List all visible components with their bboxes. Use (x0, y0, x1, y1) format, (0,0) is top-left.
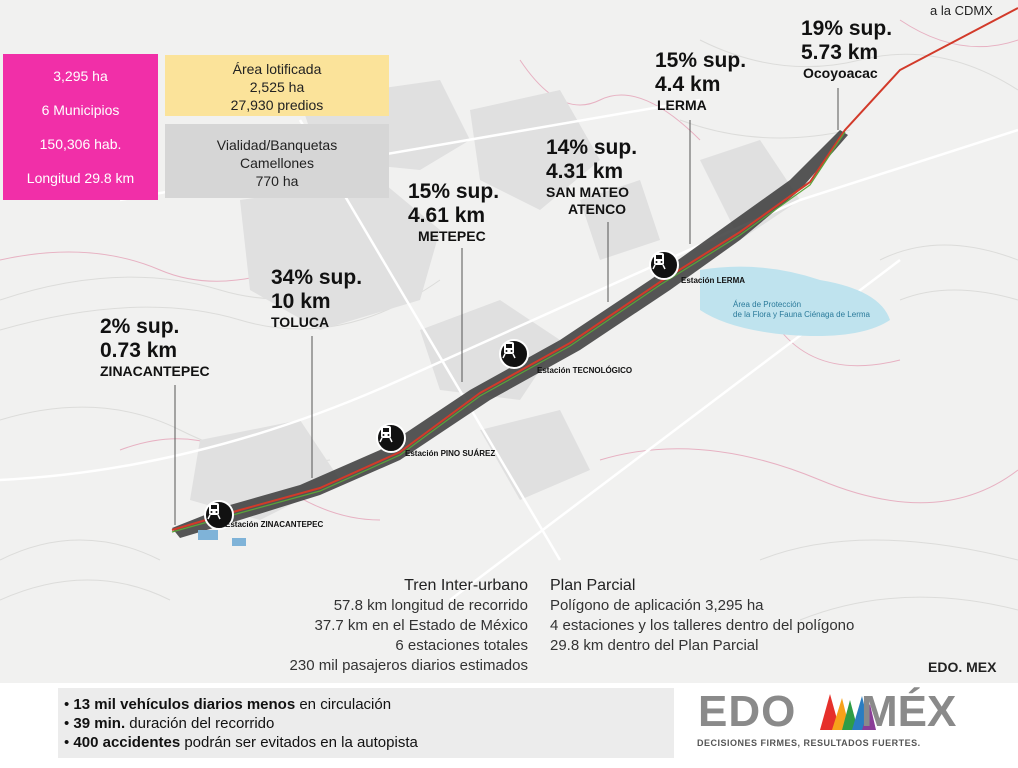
bullet-item: • 13 mil vehículos diarios menos en circulación (64, 696, 392, 713)
edo-mex-label: EDO. MEX (928, 659, 997, 675)
tren-line: 6 estaciones totales (395, 637, 528, 654)
logo-edo: EDO (698, 687, 797, 736)
station-label: Estación LERMA (681, 276, 746, 285)
segment-metepec (408, 180, 499, 245)
bullet-rest: duración del recorrido (125, 715, 275, 732)
summary-municipalities: 6 Municipios (41, 102, 120, 118)
vialidad-area: 770 ha (255, 173, 299, 189)
summary-population: 150,306 hab. (39, 136, 122, 152)
train-icon (206, 502, 222, 520)
segment-ocoyoacac (801, 17, 892, 82)
train-station-icon[interactable] (649, 250, 679, 280)
summary-area: 3,295 ha (53, 68, 108, 84)
logo-mex: MÉX (861, 687, 957, 736)
lotificada-predios: 27,930 predios (230, 97, 324, 113)
segment-name: Ocoyoacac (803, 65, 878, 81)
plan-line: 4 estaciones y los talleres dentro del polígono (550, 617, 855, 634)
bullet-bold: 13 mil vehículos diarios menos (73, 696, 296, 713)
segment-lerma (655, 49, 746, 114)
tren-line: 37.7 km en el Estado de México (314, 617, 528, 634)
segment-name: SAN MATEO (546, 184, 629, 200)
segment-km: 4.31 km (546, 160, 624, 183)
segment-pct: 19% sup. (801, 17, 893, 40)
segment-pct: 15% sup. (655, 49, 747, 72)
segment-pct: 2% sup. (100, 315, 180, 338)
train-station-icon[interactable] (376, 423, 406, 453)
cdmx-direction-label: a la CDMX (930, 3, 993, 18)
bullet-rest: podrán ser evitados en la autopista (180, 734, 418, 751)
segment-san-mateo (546, 136, 637, 218)
tren-info (260, 576, 528, 676)
segment-km: 10 km (271, 290, 331, 313)
train-icon (651, 252, 667, 270)
segment-name: TOLUCA (271, 314, 330, 330)
bullet-list (58, 688, 674, 758)
segment-pct: 34% sup. (271, 266, 363, 289)
station-label: Estación ZINACANTEPEC (225, 520, 324, 529)
bullet-item: • 400 accidentes podrán ser evitados en la autopista (64, 734, 418, 751)
train-icon (501, 341, 517, 359)
tren-line: 57.8 km longitud de recorrido (333, 597, 528, 614)
vialidad-line2: Camellones (240, 155, 314, 171)
summary-length: Longitud 29.8 km (26, 170, 135, 186)
segment-zinacantepec (100, 315, 210, 380)
segment-km: 4.61 km (408, 204, 486, 227)
train-station-icon[interactable] (499, 339, 529, 369)
segment-km: 0.73 km (100, 339, 178, 362)
tren-title: Tren Inter-urbano (404, 577, 528, 594)
segment-name: LERMA (657, 97, 707, 113)
segment-pct: 14% sup. (546, 136, 638, 159)
bullet-bold: 400 accidentes (73, 734, 181, 751)
lotificada-title: Área lotificada (232, 61, 322, 77)
train-icon (378, 425, 394, 443)
protected-area-line1: Área de Protección (733, 300, 802, 309)
segment-name: ZINACANTEPEC (100, 363, 210, 379)
edomex-logo (695, 688, 965, 758)
lotificada-box (165, 55, 389, 116)
segment-name-line2: ATENCO (568, 201, 627, 217)
segment-pct: 15% sup. (408, 180, 500, 203)
segment-toluca (271, 266, 362, 331)
segment-km: 4.4 km (655, 73, 721, 96)
summary-box (3, 54, 158, 200)
logo-tagline: DECISIONES FIRMES, RESULTADOS FUERTES. (697, 738, 921, 748)
plan-title: Plan Parcial (550, 577, 636, 594)
bullet-item: • 39 min. duración del recorrido (64, 715, 275, 732)
tren-line: 230 mil pasajeros diarios estimados (289, 657, 528, 674)
bullet-bold: 39 min. (73, 715, 126, 732)
segment-km: 5.73 km (801, 41, 879, 64)
protected-area-line2: de la Flora y Fauna Ciénaga de Lerma (733, 310, 870, 319)
plan-line: Polígono de aplicación 3,295 ha (550, 597, 764, 614)
lotificada-area: 2,525 ha (249, 79, 305, 95)
vialidad-line1: Vialidad/Banquetas (216, 137, 338, 153)
plan-line: 29.8 km dentro del Plan Parcial (550, 637, 759, 654)
vialidad-box (165, 124, 389, 198)
segment-name: METEPEC (418, 228, 486, 244)
station-label: Estación PINO SUÁREZ (405, 449, 496, 458)
plan-info (550, 576, 950, 656)
bullet-rest: en circulación (295, 696, 392, 713)
station-label: Estación TECNOLÓGICO (537, 366, 633, 375)
protected-area-label (733, 300, 870, 320)
